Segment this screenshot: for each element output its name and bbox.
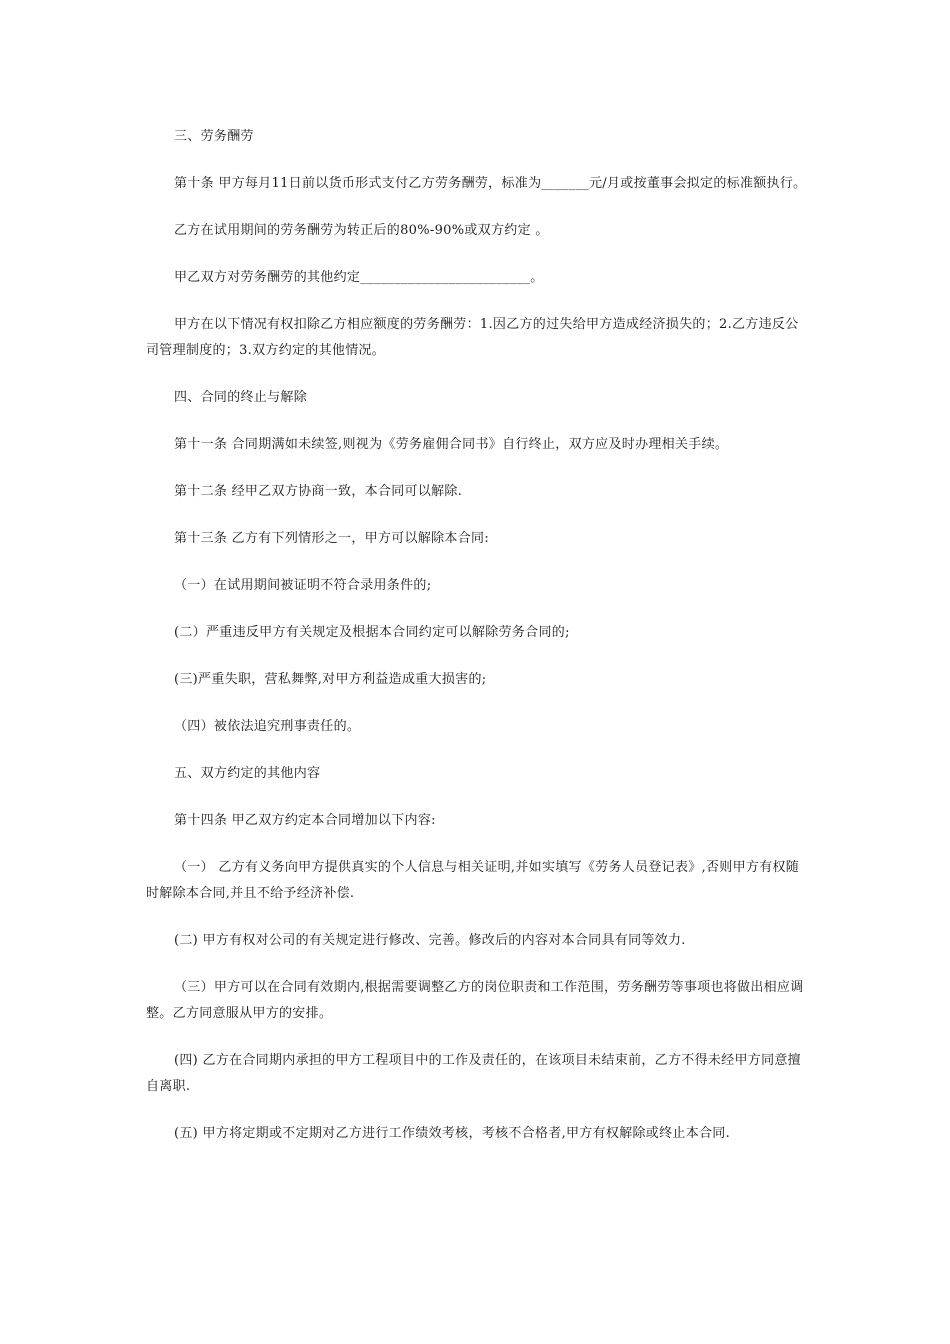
article-14: 第十四条 甲乙双方约定本合同增加以下内容: xyxy=(174,813,436,828)
article-10: 第十条 甲方每月11日前以货币形式支付乙方劳务酬劳，标准为_______元/月或按董事会拟定的标准额执行。 xyxy=(174,176,807,191)
article-13-item-4: （四）被依法追究刑事责任的。 xyxy=(174,719,361,734)
section-heading-compensation: 三、劳务酬劳 xyxy=(174,129,254,144)
article-14-item-4: (四) 乙方在合同期内承担的甲方工程项目中的工作及责任的，在该项目未结束前，乙方不得未经甲方同意擅自离职. xyxy=(146,1053,801,1094)
article-13: 第十三条 乙方有下列情形之一，甲方可以解除本合同: xyxy=(174,531,490,546)
article-13-item-1: （一）在试用期间被证明不符合录用条件的; xyxy=(174,578,432,593)
article-14-item-2: (二) 甲方有权对公司的有关规定进行修改、完善。修改后的内容对本合同具有同等效力. xyxy=(174,933,686,948)
pay-deduction: 甲方在以下情况有权扣除乙方相应额度的劳务酬劳：1.因乙方的过失给甲方造成经济损失的；2.乙方违反公司管理制度的；3.双方约定的其他情况。 xyxy=(146,317,799,358)
document-body xyxy=(146,124,810,1168)
article-13-item-3: (三)严重失职，营私舞弊,对甲方利益造成重大损害的; xyxy=(174,672,487,687)
section-heading-termination: 四、合同的终止与解除 xyxy=(174,390,308,405)
probation-pay: 乙方在试用期间的劳务酬劳为转正后的80%-90%或双方约定 。 xyxy=(174,223,549,238)
article-14-item-3: （三）甲方可以在合同有效期内,根据需要调整乙方的岗位职责和工作范围，劳务酬劳等事项也将做出相应调整。乙方同意服从甲方的安排。 xyxy=(146,980,804,1021)
other-pay-agreement: 甲乙双方对劳务酬劳的其他约定_________________________。 xyxy=(174,270,544,285)
article-13-item-2: (二）严重违反甲方有关规定及根据本合同约定可以解除劳务合同的; xyxy=(174,625,570,640)
article-11: 第十一条 合同期满如未续签,则视为《劳务雇佣合同书》自行终止，双方应及时办理相关手续。 xyxy=(174,437,729,452)
section-heading-other: 五、双方约定的其他内容 xyxy=(174,766,321,781)
article-14-item-1: （一） 乙方有义务向甲方提供真实的个人信息与相关证明,并如实填写《劳务人员登记表》,否则甲方有权随时解除本合同,并且不给予经济补偿. xyxy=(146,860,800,901)
article-14-item-5: (五) 甲方将定期或不定期对乙方进行工作绩效考核，考核不合格者,甲方有权解除或终止本合同. xyxy=(174,1126,731,1141)
article-12: 第十二条 经甲乙双方协商一致，本合同可以解除. xyxy=(174,484,463,499)
